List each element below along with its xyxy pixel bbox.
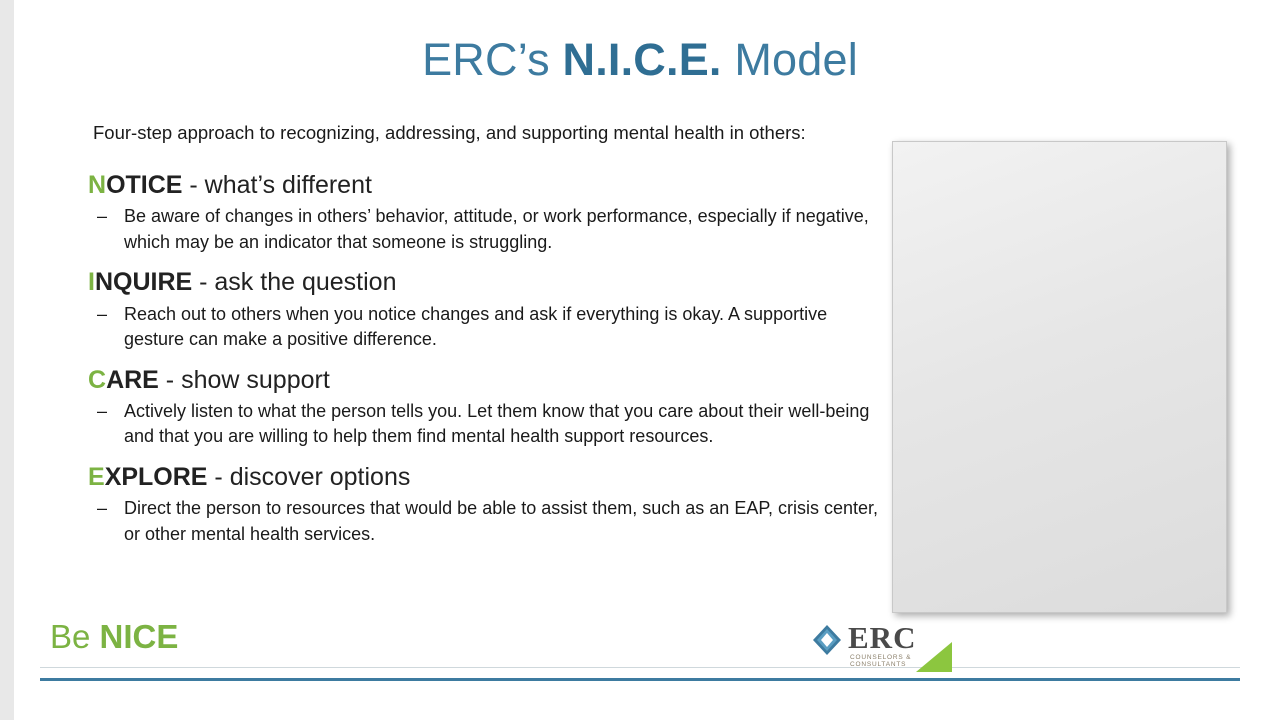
erc-logo [812,620,952,672]
step-notice-initial: N [88,171,107,199]
footer-slogan [50,618,178,656]
erc-logo-tagline: COUNSELORS & CONSULTANTS [850,654,912,668]
step-explore [88,462,888,547]
step-inquire-tagline: - ask the question [192,268,397,297]
presenter-photo [892,141,1227,613]
step-explore-word: XPLORE [104,463,208,492]
list-item [88,204,888,255]
list-item [88,399,888,450]
list-item [88,496,888,547]
footer-divider-light [40,667,1240,668]
bullet-dash: – [97,498,108,519]
step-notice-tagline: - what’s different [182,171,372,199]
step-care [88,365,888,450]
step-care-tagline: - show support [158,365,330,394]
step-care-initial: C [88,365,107,394]
footer-divider [40,678,1240,681]
erc-diamond-icon [812,624,842,656]
step-notice-word: OTICE [106,171,183,199]
step-inquire-detail: Reach out to others when you notice changes and ask if everything is okay. A supportive gesture can make a positive difference. [124,303,828,350]
title-prefix: ERC’s [422,34,563,85]
bullet-dash: – [97,400,108,421]
steps-list [88,170,888,559]
step-explore-heading [88,462,888,493]
step-inquire-heading [88,267,888,298]
step-inquire [88,267,888,352]
title-emphasis: N.I.C.E. [562,34,722,85]
bullet-dash: – [97,206,108,227]
page-title [0,34,1280,86]
intro-text: Four-step approach to recognizing, addressing, and supporting mental health in others: [93,122,806,143]
bullet-dash: – [97,303,108,324]
step-care-heading [88,365,888,396]
footer-slogan-prefix: Be [50,618,100,655]
step-inquire-initial: I [88,268,95,297]
erc-logo-text: ERC [848,620,917,655]
left-accent-bar [0,0,14,720]
photo-background [893,142,1226,612]
footer-slogan-emphasis: NICE [99,618,179,655]
step-explore-detail: Direct the person to resources that would be able to assist them, such as an EAP, crisis center, or other mental health services. [124,498,879,544]
step-care-detail: Actively listen to what the person tells you. Let them know that you care about their well-being and that you are willing to help them find mental health support resources. [124,400,870,447]
step-notice-detail: Be aware of changes in others’ behavior, attitude, or work performance, especially if negative, which may be an indicator that someone is struggling. [124,206,869,252]
step-notice [88,170,888,255]
step-notice-heading [88,170,888,201]
step-inquire-word: NQUIRE [94,268,193,297]
step-explore-initial: E [88,463,105,492]
step-care-word: ARE [106,365,159,394]
list-item [88,302,888,353]
step-explore-tagline: - discover options [207,463,411,492]
title-suffix: Model [721,34,858,85]
